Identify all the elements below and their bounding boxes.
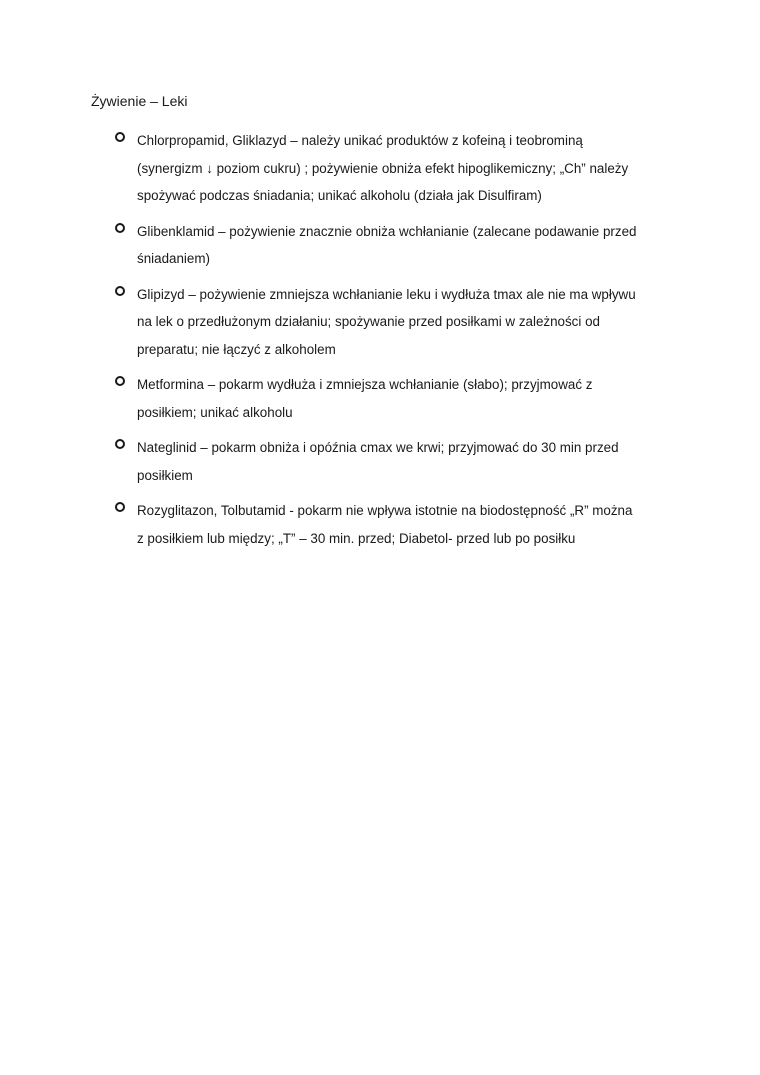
circle-bullet-icon: [115, 286, 125, 296]
list-item-line: spożywać podczas śniadania; unikać alkoholu (działa jak Disulfiram): [137, 188, 542, 203]
circle-bullet-icon: [115, 502, 125, 512]
list-item: [112, 371, 672, 426]
list-item-line: na lek o przedłużonym działaniu; spożywanie przed posiłkami w zależności od: [137, 314, 600, 329]
circle-bullet-icon: [115, 439, 125, 449]
drug-interaction-list: [112, 133, 672, 566]
circle-bullet-icon: [115, 132, 125, 142]
list-item: [112, 281, 672, 364]
circle-bullet-icon: [115, 376, 125, 386]
list-item-line: Nateglinid – pokarm obniża i opóźnia cmax we krwi; przyjmować do 30 min przed: [137, 440, 619, 455]
list-item-line: Glipizyd – pożywienie zmniejsza wchłanianie leku i wydłuża tmax ale nie ma wpływu: [137, 286, 636, 302]
list-item-line: Glibenklamid – pożywienie znacznie obniża wchłanianie (zalecane podawanie przed: [137, 223, 637, 239]
list-item-line: Rozyglitazon, Tolbutamid - pokarm nie wpływa istotnie na biodostępność „R” można: [137, 503, 633, 518]
list-item-line: śniadaniem): [137, 251, 210, 266]
list-item-line: posiłkiem: [137, 467, 193, 483]
list-item: [112, 218, 672, 273]
list-item: [112, 127, 672, 210]
list-item-line: Chlorpropamid, Gliklazyd – należy unikać produktów z kofeiną i teobrominą: [137, 133, 583, 148]
list-item-line: (synergizm ↓ poziom cukru) ; pożywienie obniża efekt hipoglikemiczny; „Ch” należy: [137, 160, 629, 176]
list-item-line: z posiłkiem lub między; „T” – 30 min. przed; Diabetol- przed lub po posiłku: [137, 530, 576, 546]
circle-bullet-icon: [115, 223, 125, 233]
list-item-line: Metformina – pokarm wydłuża i zmniejsza wchłanianie (słabo); przyjmować z: [137, 377, 593, 392]
document-title: Żywienie – Leki: [91, 93, 188, 109]
list-item: [112, 434, 672, 489]
list-item: [112, 497, 672, 552]
list-item-line: preparatu; nie łączyć z alkoholem: [137, 341, 336, 357]
list-item-line: posiłkiem; unikać alkoholu: [137, 404, 293, 420]
